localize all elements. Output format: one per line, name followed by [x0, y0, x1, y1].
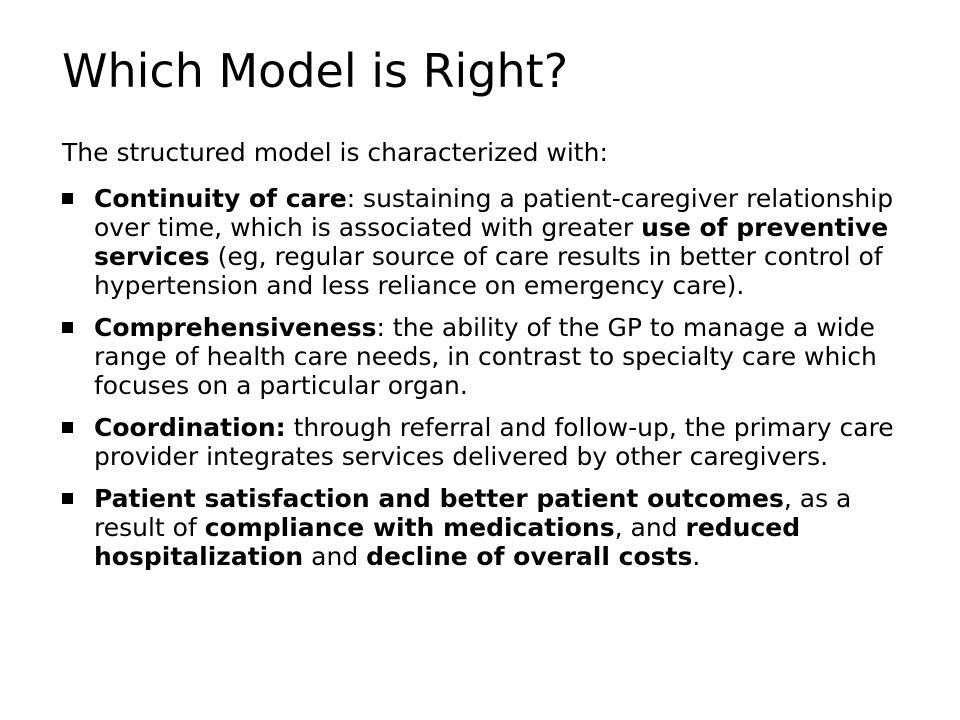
intro-text: The structured model is characterized with:: [62, 138, 608, 167]
bullet-text: [94, 413, 894, 471]
bullet-item-coordination: [62, 413, 912, 471]
bullet-body: through referral and follow-up, the primary care provider integrates services delivered by other caregivers.: [94, 413, 894, 471]
bullet-term: Patient satisfaction and better patient outcomes: [94, 484, 784, 513]
bullet-term: Comprehensiveness: [94, 313, 377, 342]
bullet-list: [62, 184, 912, 584]
square-bullet-icon: [62, 322, 73, 333]
bullet-term: compliance with medications: [204, 513, 615, 542]
bullet-item-comprehensiveness: [62, 313, 912, 400]
square-bullet-icon: [62, 422, 73, 433]
bullet-item-patient-satisfaction: [62, 484, 912, 571]
square-bullet-icon: [62, 493, 73, 504]
bullet-term: Coordination:: [94, 413, 286, 442]
square-bullet-icon: [62, 193, 73, 204]
slide-title: Which Model is Right?: [62, 44, 569, 98]
bullet-body: and: [303, 542, 367, 571]
bullet-body: : sustaining a patient-caregiver relationship over time, which is associated with greater: [94, 184, 894, 242]
bullet-text: [94, 184, 893, 300]
bullet-term: use of preventive services: [94, 213, 889, 271]
bullet-body: (eg, regular source of care results in better control of hypertension and less reliance on emergency care).: [94, 242, 883, 300]
bullet-body: , as a result of: [94, 484, 852, 542]
bullet-text: [94, 484, 851, 571]
bullet-body: , and: [614, 513, 686, 542]
bullet-body: .: [692, 542, 701, 571]
bullet-item-continuity: [62, 184, 912, 300]
bullet-text: [94, 313, 877, 400]
bullet-term: reduced hospitalization: [94, 513, 801, 571]
bullet-term: decline of overall costs: [366, 542, 693, 571]
bullet-term: Continuity of care: [94, 184, 347, 213]
bullet-body: : the ability of the GP to manage a wide range of health care needs, in contrast to specialty care which focuses on a particular organ.: [94, 313, 877, 400]
